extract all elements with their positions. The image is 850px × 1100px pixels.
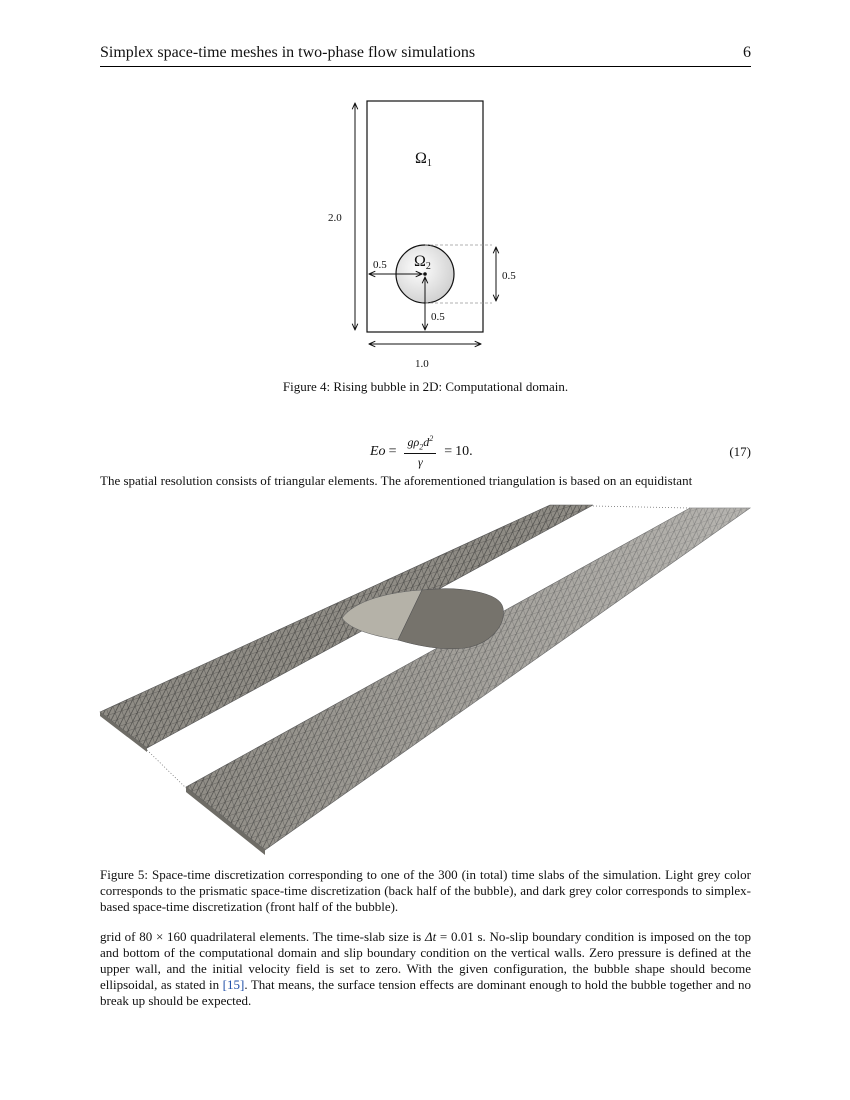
- equation-body: [370, 432, 473, 472]
- paragraph-spatial-resolution: The spatial resolution consists of triangular elements. The aforementioned triangulation is based on an equidistant: [100, 473, 693, 488]
- eq-lhs: Eo: [370, 444, 386, 459]
- center-x-label: 0.5: [373, 259, 387, 271]
- figure-5-caption: Figure 5: Space-time discretization corresponding to one of the 300 (in total) time slabs of the simulation. Light grey color corresponds to the prismatic space-time discretization (back half of the bubble), and dark grey color corresponds to simplex-based space-time discretization (front half of the bubble).: [100, 867, 751, 914]
- spacetime-mesh-render: [90, 500, 760, 860]
- header-rule: [100, 66, 751, 67]
- gap-dotted-left: [147, 750, 186, 788]
- eq-equals-1: =: [388, 444, 397, 459]
- running-title: Simplex space-time meshes in two-phase flow simulations: [100, 44, 476, 61]
- gap-dotted-top: [593, 506, 690, 508]
- eq-denominator: γ: [417, 454, 423, 469]
- eq-rhs: 10.: [455, 444, 473, 459]
- domain-diagram: [300, 90, 550, 380]
- omega2-label: Ω2: [414, 253, 431, 272]
- figure-5: [90, 500, 760, 860]
- paragraph-boundary-conditions: grid of 80 × 160 quadrilateral elements. The time-slab size is Δt = 0.01 s. No-slip boundary condition is imposed on the top and bottom of the computational domain and slip boundary condition on the vertical walls. Zero pressure is defined at the upper wall, and the initial velocity field is set to zero. With the given configuration, the bubble shape should become ellipsoidal, as stated in [15]. That means, the surface tension effects are dominant enough to hold the bubble together and no break up should be expected.: [100, 929, 752, 1008]
- bubble-center: [423, 272, 427, 276]
- figure-4-caption: Figure 4: Rising bubble in 2D: Computational domain.: [282, 379, 569, 394]
- omega1-label: Ω1: [415, 150, 432, 169]
- height-label: 2.0: [328, 212, 342, 224]
- eq-equals-2: =: [444, 444, 453, 459]
- eq-fraction: [404, 434, 436, 469]
- citation-link[interactable]: [15]: [222, 977, 245, 992]
- width-label: 1.0: [415, 358, 429, 370]
- center-y-label: 0.5: [431, 311, 445, 323]
- radius-label: 0.5: [502, 270, 516, 282]
- equation-17: [100, 432, 751, 472]
- page-header: [100, 44, 751, 62]
- page-number: 6: [743, 44, 751, 61]
- eq-numerator: $g\rho_2d^2$: [404, 434, 436, 453]
- figure-4: [300, 90, 550, 380]
- equation-number: (17): [729, 444, 751, 459]
